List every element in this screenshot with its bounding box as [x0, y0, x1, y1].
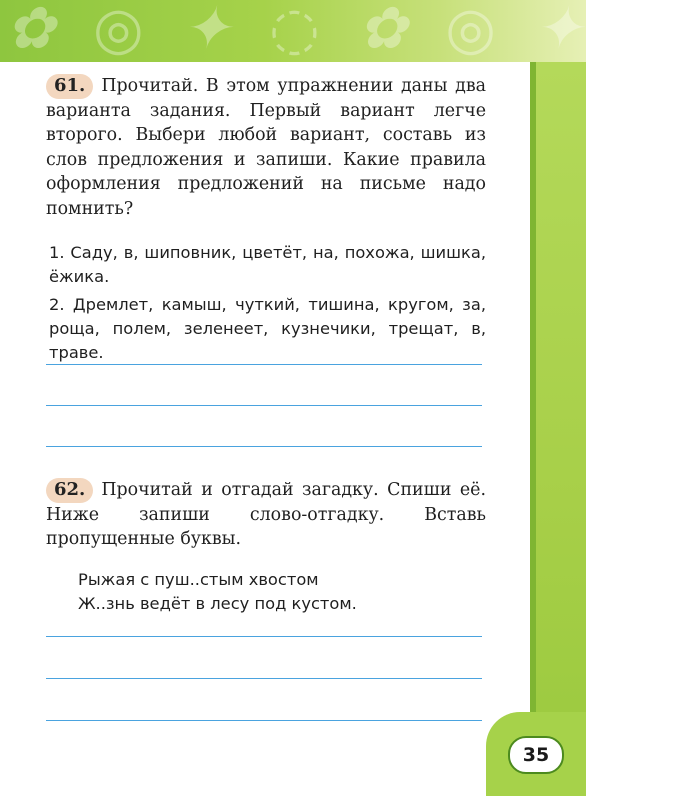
- page-number: 35: [508, 736, 564, 774]
- variant-list: [46, 241, 486, 365]
- riddle: [46, 568, 486, 616]
- right-margin-line: [530, 62, 536, 712]
- riddle-line: Ж..знь ведёт в лесу под кустом.: [78, 593, 357, 613]
- variant-item: 2. Дремлет, камыш, чуткий, тишина, кругом, за, роща, полем, зеленеет, кузнечики, трещат, в, траве.: [49, 295, 486, 362]
- exercise-task: [46, 478, 486, 552]
- writing-line[interactable]: [46, 446, 482, 447]
- exercise-number-badge: 62.: [46, 478, 93, 503]
- task-text: Прочитай и отгадай загадку. Спиши её. Ниже запиши слово-отгадку. Вставь пропущенные буквы.: [46, 480, 486, 549]
- right-margin-bar: [532, 62, 586, 796]
- exercise-61: [46, 74, 486, 365]
- writing-line[interactable]: [46, 720, 482, 721]
- exercise-number-badge: 61.: [46, 74, 93, 99]
- task-text: Прочитай. В этом упражнении даны два варианта задания. Первый вариант легче второго. Выбери любой вариант, составь из слов предложения и запиши. Какие правила оформления предложений на письме надо помнить?: [46, 76, 486, 219]
- header-ornament: ✿ ◎ ✦ ◌ ✿ ◎ ✦ ◌: [6, 0, 682, 62]
- writing-line[interactable]: [46, 364, 482, 365]
- exercise-62: [46, 478, 486, 616]
- header-band: [0, 0, 682, 62]
- riddle-line: Рыжая с пуш..стым хвостом: [78, 569, 319, 589]
- variant-item: 1. Саду, в, шиповник, цветёт, на, похожа, шишка, ёжика.: [49, 243, 486, 286]
- writing-line[interactable]: [46, 636, 482, 637]
- writing-line[interactable]: [46, 405, 482, 406]
- writing-line[interactable]: [46, 678, 482, 679]
- exercise-task: [46, 74, 486, 221]
